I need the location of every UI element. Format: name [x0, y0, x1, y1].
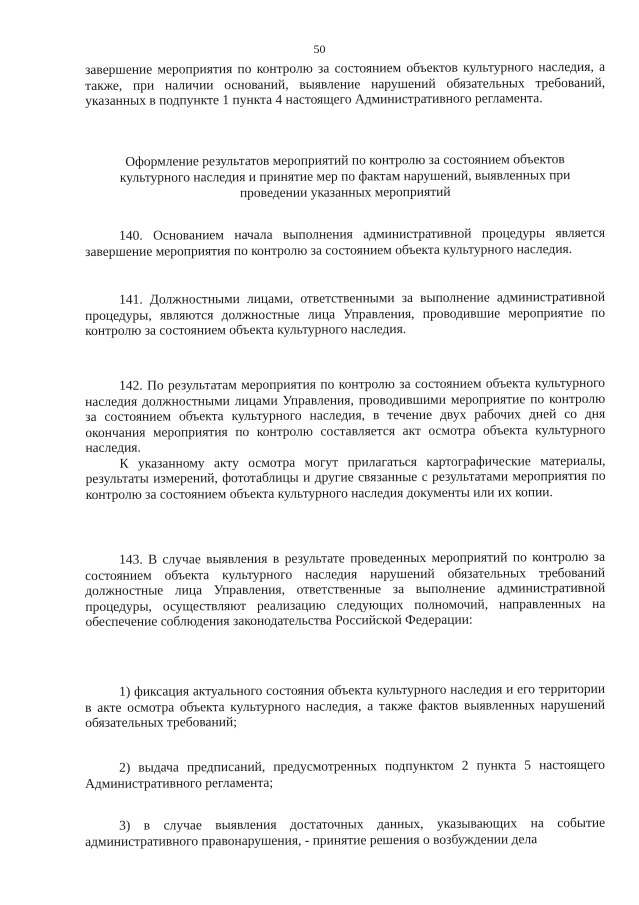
intro-paragraph: [85, 59, 605, 109]
intro-text: завершение мероприятия по контролю за состоянием объектов культурного наследия, а также, при наличии оснований, выявление нарушений обязательных требований, указанных в подпункте 1 пункта 4 настоящего Административного регламента.: [85, 58, 606, 108]
section-heading: Оформление результатов мероприятий по контролю за состоянием объектов культурного наследия и принятие мер по фактам нарушений, выявленных при проведении указанных мероприятий: [119, 151, 571, 201]
list-item-1: [85, 681, 605, 731]
paragraph-141-text: 141. Должностными лицами, ответственными за выполнение административной процедуры, являются должностные лица Управления, проводившие мероприятие по контролю за состоянием объекта культурного наследия.: [85, 288, 606, 338]
list-item-1-text: 1) фиксация актуального состояния объекта культурного наследия и его территории в акте осмотра объекта культурного наследия, а также фактов выявленных нарушений обязательных требований;: [85, 680, 606, 730]
paragraph-142-attachments: К указанному акту осмотра могут прилагаться картографические материалы, результаты измерений, фототаблицы и другие связанные с результатами мероприятия по контролю за состоянием объекта культурного наследия документы или их копии.: [85, 452, 606, 502]
list-item-2: [85, 757, 605, 791]
paragraph-140: [85, 225, 605, 259]
paragraph-143: [85, 549, 605, 630]
paragraph-142-text: 142. По результатам мероприятия по контролю за состоянием объекта культурного наследия должностными лицами Управления, проводившими мероприятие по контролю за состоянием объекта культурного наследия, в течение двух рабочих дней со дня окончания мероприятия по контролю составляется акт осмотра объекта культурного наследия.: [85, 374, 606, 455]
list-item-2-text: 2) выдача предписаний, предусмотренных подпунктом 2 пункта 5 настоящего Административного регламента;: [85, 756, 606, 791]
list-item-3: [85, 815, 605, 849]
list-item-3-text: 3) в случае выявления достаточных данных, указывающих на событие административного правонарушения, - принятие решения о возбуждении дела: [85, 814, 606, 849]
page-number: 50: [313, 42, 326, 56]
paragraph-143-text: 143. В случае выявления в результате проведенных мероприятий по контролю за состоянием объекта культурного наследия нарушений обязательных требований должностные лица Управления, ответственные за выполнение административной процедуры, осуществляют реализацию следующих полномочий, направленных на обеспечение соблюдения законодательства Российской Федерации:: [85, 548, 606, 629]
paragraph-141: [85, 289, 605, 339]
paragraph-140-text: 140. Основанием начала выполнения административной процедуры является завершение мероприятия по контролю за состоянием объекта культурного наследия.: [85, 224, 606, 259]
paragraph-142: [85, 375, 606, 502]
